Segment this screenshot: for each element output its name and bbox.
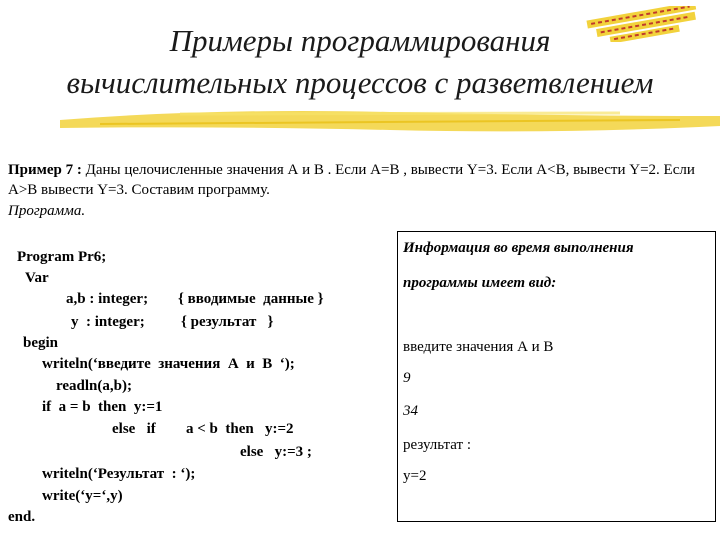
info-heading-line1: Информация во время выполнения xyxy=(403,240,634,256)
code-line: Program Pr6; xyxy=(17,249,107,265)
info-input-a: 9 xyxy=(403,370,411,386)
info-result-label: результат : xyxy=(403,437,472,453)
code-line: writeln(‘Результат : ‘); xyxy=(42,466,196,482)
page-title-line1: Примеры программирования xyxy=(169,23,551,58)
code-line: end. xyxy=(8,509,36,525)
code-line: Var xyxy=(25,270,49,286)
code-line: if a = b then y:=1 xyxy=(42,399,163,415)
code-comment: { вводимые данные } xyxy=(178,291,324,307)
code-line: begin xyxy=(23,335,59,351)
task-label: Пример 7 : xyxy=(8,162,82,178)
page-title-line2: вычислительных процессов с разветвлением xyxy=(66,65,654,100)
code-line: write(‘y=‘,y) xyxy=(42,488,123,504)
code-line: y : integer; xyxy=(71,314,145,330)
info-heading-line2: программы имеет вид: xyxy=(403,275,557,291)
code-line: a,b : integer; xyxy=(66,291,149,307)
info-prompt: введите значения А и В xyxy=(403,339,554,355)
code-line: else y:=3 ; xyxy=(240,444,312,460)
info-result-value: y=2 xyxy=(403,468,427,484)
code-line: readln(a,b); xyxy=(56,378,132,394)
info-input-b: 34 xyxy=(403,403,418,419)
code-line: a < b then y:=2 xyxy=(186,421,294,437)
title-underline-decoration xyxy=(60,100,720,140)
code-line: else if xyxy=(112,421,156,437)
task-description xyxy=(8,160,713,200)
code-comment: { результат } xyxy=(181,314,274,330)
code-line: writeln(‘введите значения А и В ‘); xyxy=(42,356,295,372)
program-label: Программа. xyxy=(8,203,86,219)
task-text: Даны целочисленные значения А и В . Если А=В , вывести Y=3. Если A<B, вывести Y=2. Если A>B вывести Y=3. Составим программу. xyxy=(8,162,695,198)
